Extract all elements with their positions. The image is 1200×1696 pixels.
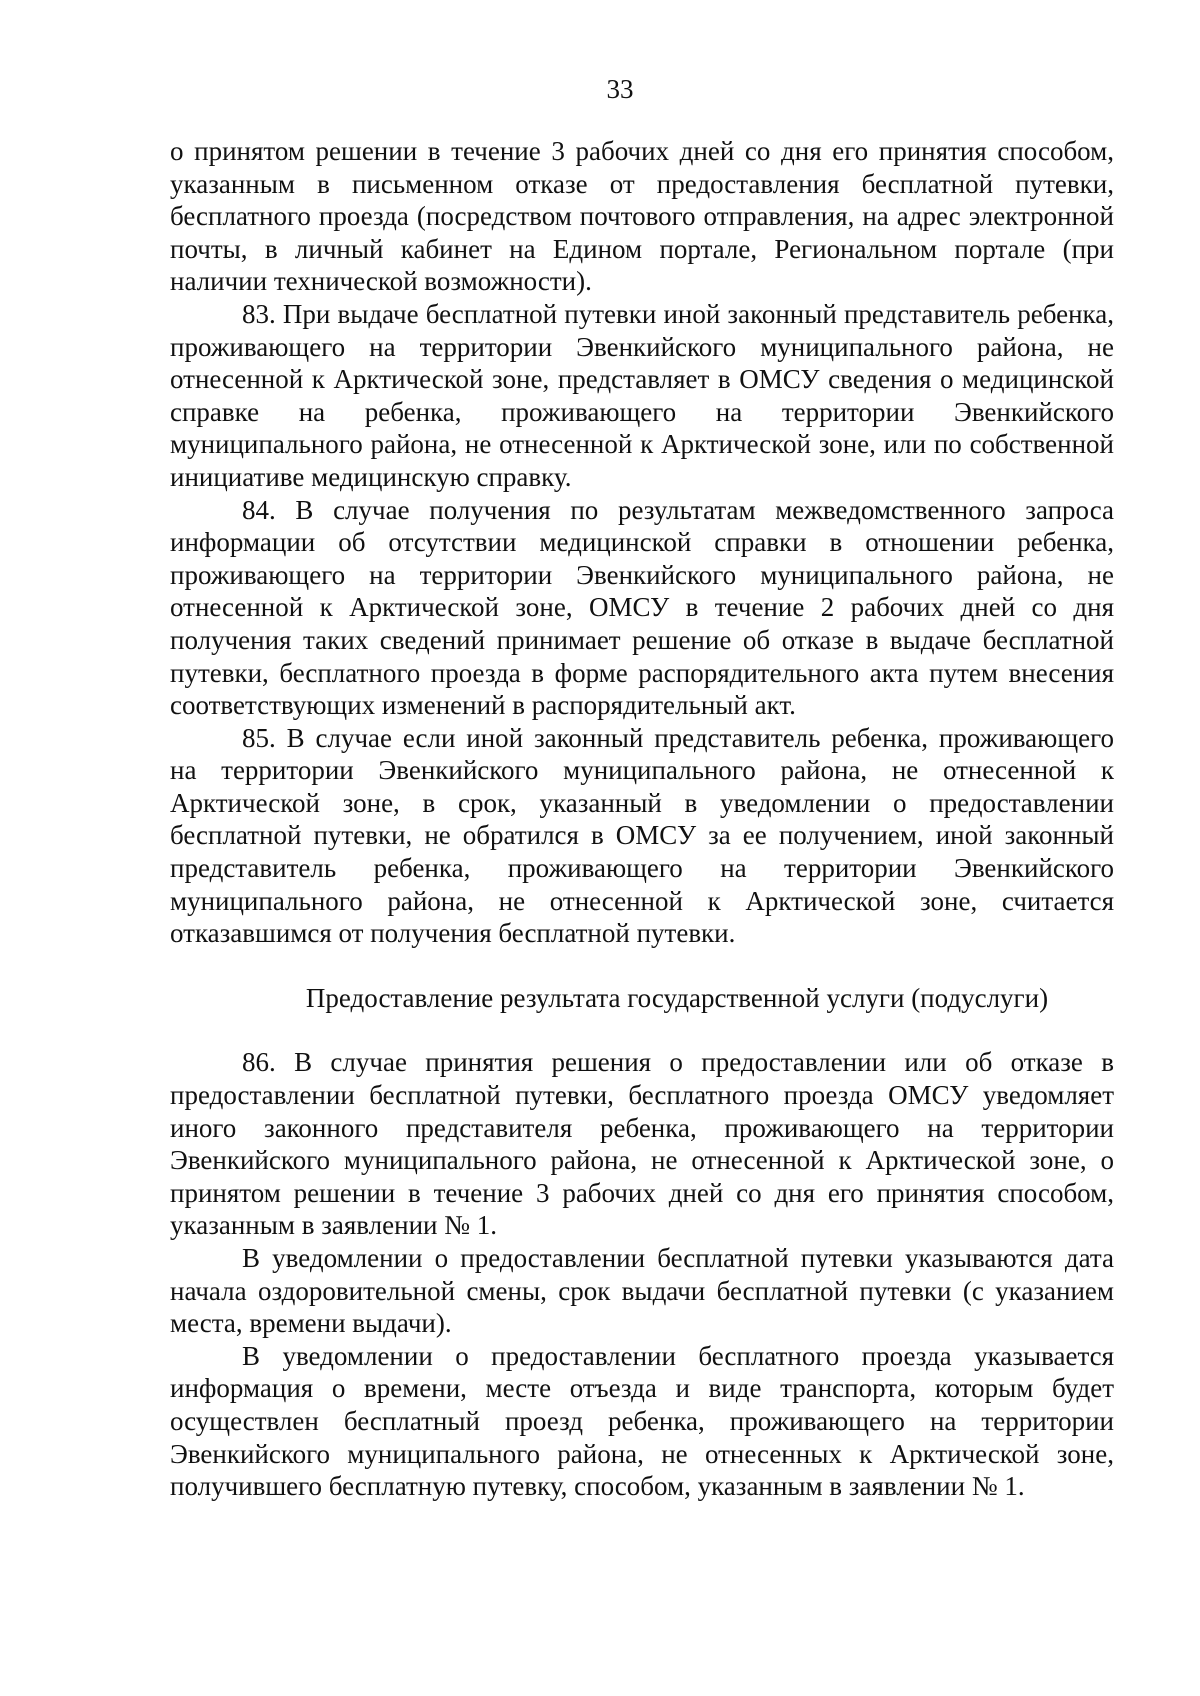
section-heading: Предоставление результата государственной услуги (подуслуги) (305, 982, 1049, 1013)
page-number: 33 (606, 74, 634, 104)
paragraph-travel-notice: В уведомлении о предоставлении бесплатного проезда указывается информация о времени, месте отъезда и виде транспорта, которым будет осуществлен бесплатный проезд ребенка, проживающего на территории Эвенкийского муниципального района, не отнесенных к Арктической зоне, получившего бесплатную путевку, способом, указанным в заявлении № 1. (170, 1340, 1114, 1502)
paragraph-voucher-notice: В уведомлении о предоставлении бесплатной путевки указываются дата начала оздоровительной смены, срок выдачи бесплатной путевки (с указанием места, времени выдачи). (170, 1243, 1114, 1339)
paragraph-83: 83. При выдаче бесплатной путевки иной законный представитель ребенка, проживающего на территории Эвенкийского муниципального района, не отнесенной к Арктической зоне, представляет в ОМСУ сведения о медицинской справке на ребенка, проживающего на территории Эвенкийского муниципального района, не отнесенной к Арктической зоне, или по собственной инициативе медицинскую справку. (170, 298, 1114, 492)
paragraph-continuation: о принятом решении в течение 3 рабочих дней со дня его принятия способом, указанным в письменном отказе от предоставления бесплатной путевки, бесплатного проезда (посредством почтового отправления, на адрес электронной почты, в личный кабинет на Едином портале, Региональном портале (при наличии технической возможности). (170, 136, 1114, 297)
paragraph-84: 84. В случае получения по результатам межведомственного запроса информации об отсутствии медицинской справки в отношении ребенка, проживающего на территории Эвенкийского муниципального района, не отнесенной к Арктической зоне, ОМСУ в течение 2 рабочих дней со дня получения таких сведений принимает решение об отказе в выдаче бесплатной путевки, бесплатного проезда в форме распорядительного акта путем внесения соответствующих изменений в распорядительный акт. (170, 494, 1114, 721)
paragraph-86: 86. В случае принятия решения о предоставлении или об отказе в предоставлении бесплатной путевки, бесплатного проезда ОМСУ уведомляет иного законного представителя ребенка, проживающего на территории Эвенкийского муниципального района, не отнесенной к Арктической зоне, о принятом решении в течение 3 рабочих дней со дня его принятия способом, указанным в заявлении № 1. (170, 1047, 1114, 1241)
paragraph-85: 85. В случае если иной законный представитель ребенка, проживающего на территории Эвенкийского муниципального района, не отнесенной к Арктической зоне, в срок, указанный в уведомлении о предоставлении бесплатной путевки, не обратился в ОМСУ за ее получением, иной законный представитель ребенка, проживающего на территории Эвенкийского муниципального района, не отнесенной к Арктической зоне, считается отказавшимся от получения бесплатной путевки. (170, 722, 1114, 949)
document-body (170, 135, 1114, 1503)
